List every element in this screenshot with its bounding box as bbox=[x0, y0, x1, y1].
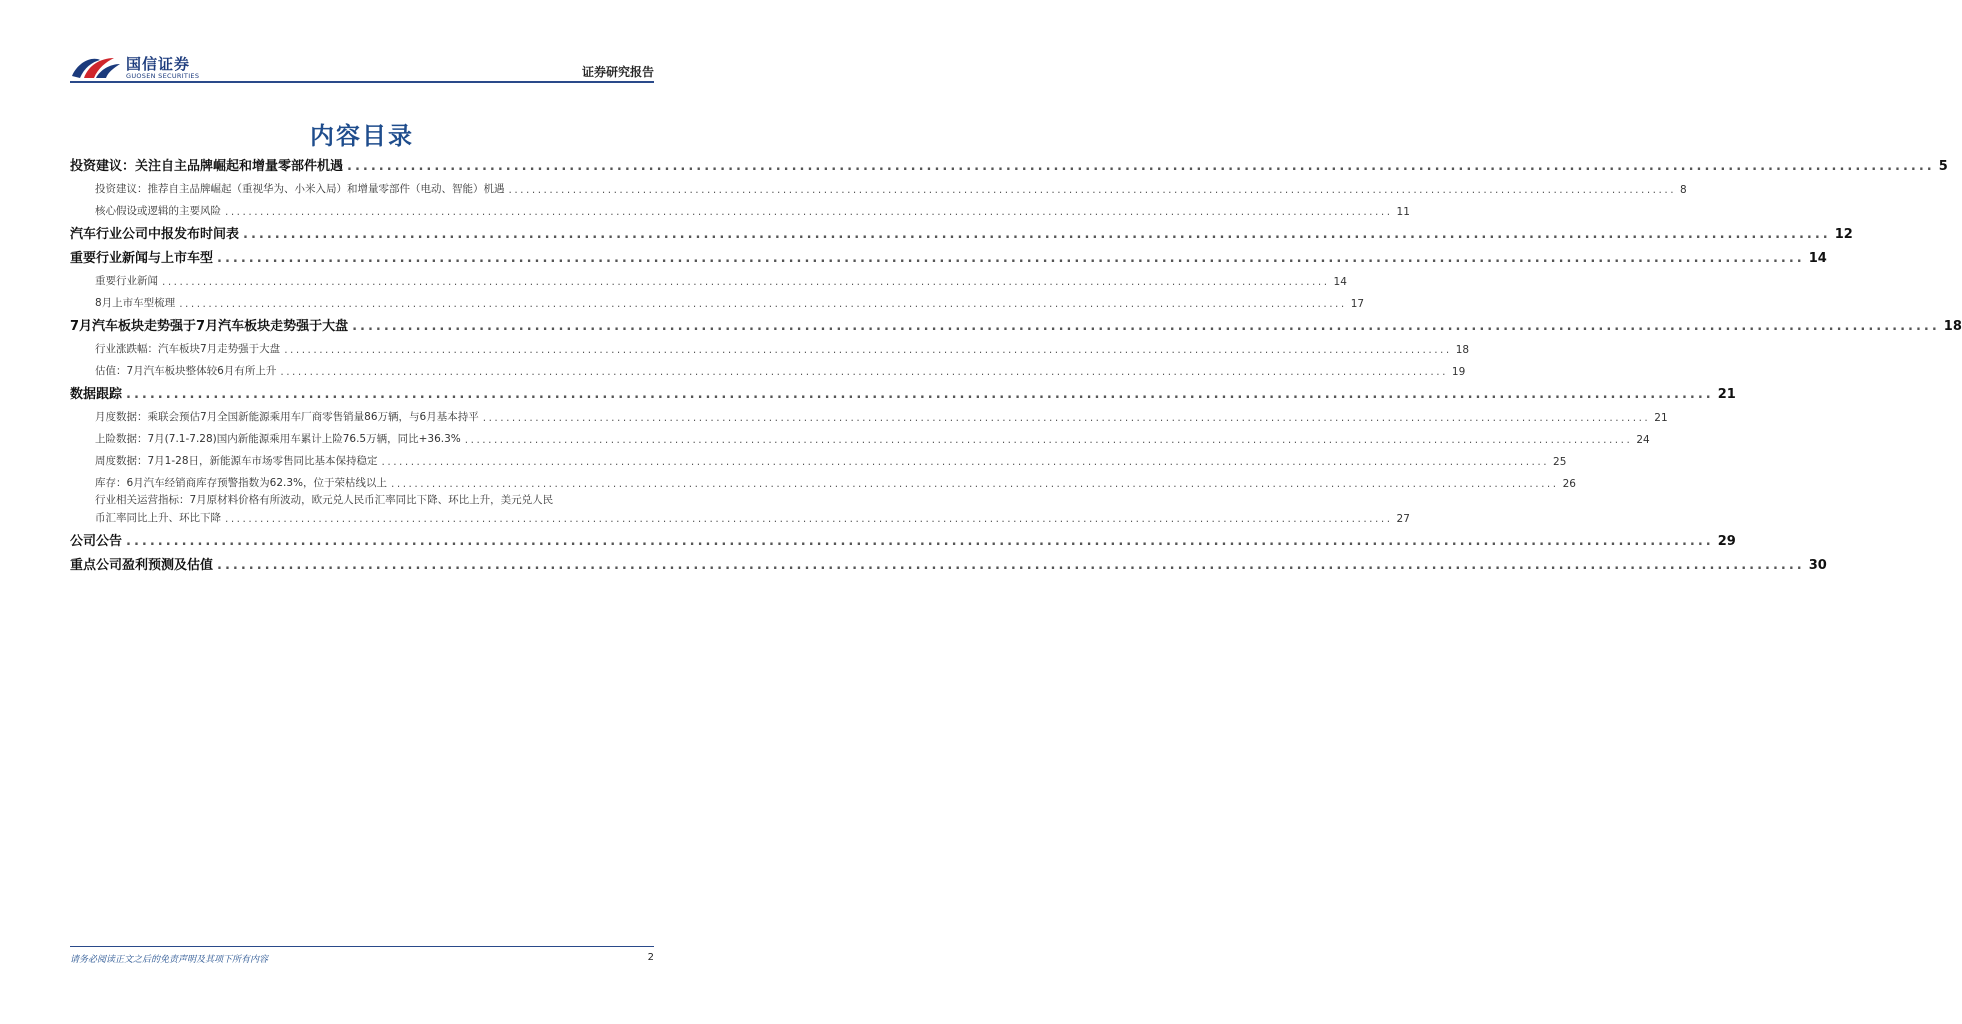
toc-section-entry[interactable] bbox=[70, 310, 1962, 334]
toc-entry-title: 8月上市车型梳理 bbox=[95, 297, 176, 309]
toc-leader-dots: ........................................................................................................................................................................................................ bbox=[381, 456, 1550, 468]
toc-entry-title: 重点公司盈利预测及估值 bbox=[70, 558, 214, 573]
toc-entry-title: 月度数据：乘联会预估7月全国新能源乘用车厂商零售销量86万辆，与6月基本持平 bbox=[95, 411, 479, 423]
toc-entry-title: 重要行业新闻 bbox=[95, 275, 158, 287]
logo-english-name: GUOSEN SECURITIES bbox=[126, 72, 200, 80]
toc-leader-dots: ........................................................................................................................................................................................................ bbox=[352, 319, 1940, 334]
toc-entry-title: 数据跟踪 bbox=[70, 387, 123, 402]
toc-subsection-entry[interactable] bbox=[70, 174, 1687, 196]
toc-subsection-entry[interactable] bbox=[70, 446, 1567, 468]
logo-chinese-name: 国信证券 bbox=[126, 55, 191, 73]
page-number: 2 bbox=[647, 952, 654, 963]
toc-leader-dots: ........................................................................................................................................................................................................ bbox=[508, 184, 1677, 196]
toc-entry-title: 周度数据：7月1-28日，新能源车市场零售同比基本保持稳定 bbox=[95, 455, 378, 467]
guosen-logo bbox=[70, 50, 210, 84]
page-header bbox=[70, 50, 654, 84]
toc-page-number: 8 bbox=[1680, 184, 1687, 196]
guosen-logo-mark-icon bbox=[70, 52, 122, 82]
toc-section-entry[interactable] bbox=[70, 218, 1853, 242]
footer-divider bbox=[70, 946, 654, 947]
toc-page-number: 12 bbox=[1834, 227, 1853, 242]
toc-leader-dots: ........................................................................................................................................................................................................ bbox=[280, 366, 1448, 378]
toc-subsection-entry[interactable] bbox=[70, 288, 1365, 310]
toc-entry-title: 7月汽车板块走势强于7月汽车板块走势强于大盘 bbox=[70, 319, 349, 334]
toc-section-entry[interactable] bbox=[70, 525, 1736, 549]
toc-subsection-entry[interactable] bbox=[70, 356, 1466, 378]
toc-leader-dots: ........................................................................................................................................................................................................ bbox=[391, 478, 1559, 490]
toc-title: 内容目录 bbox=[310, 122, 414, 150]
toc-page-number: 21 bbox=[1654, 412, 1668, 424]
toc-page-number: 14 bbox=[1808, 251, 1827, 266]
toc-entry-title: 估值：7月汽车板块整体较6月有所上升 bbox=[95, 365, 277, 377]
toc-entry-title: 重要行业新闻与上市车型 bbox=[70, 251, 214, 266]
toc-page-number: 17 bbox=[1350, 298, 1365, 310]
toc-entry-title: 汽车行业公司中报发布时间表 bbox=[70, 227, 240, 242]
toc-subsection-entry[interactable] bbox=[70, 424, 1650, 446]
toc-page-number: 18 bbox=[1943, 319, 1962, 334]
toc-leader-dots: ........................................................................................................................................................................................................ bbox=[217, 251, 1805, 266]
toc-page-number: 19 bbox=[1451, 366, 1466, 378]
toc-entry-title: 公司公告 bbox=[70, 534, 123, 549]
toc-page-number: 11 bbox=[1396, 206, 1410, 218]
toc-entry-title: 库存：6月汽车经销商库存预警指数为62.3%，位于荣枯线以上 bbox=[95, 477, 388, 489]
toc-leader-dots: ........................................................................................................................................................................................................ bbox=[464, 434, 1633, 446]
toc-entry-title: 投资建议：关注自主品牌崛起和增量零部件机遇 bbox=[70, 159, 344, 174]
toc-leader-dots: ........................................................................................................................................................................................................ bbox=[217, 558, 1805, 573]
toc-leader-dots: ........................................................................................................................................................................................................ bbox=[162, 276, 1330, 288]
toc-leader-dots: ........................................................................................................................................................................................................ bbox=[347, 159, 1935, 174]
toc-entry-title: 行业相关运营指标：7月原材料价格有所波动，欧元兑人民币汇率同比下降、环比上升，美元兑人民 bbox=[95, 494, 554, 506]
toc-page-number: 14 bbox=[1333, 276, 1347, 288]
table-of-contents bbox=[70, 150, 1962, 573]
toc-page-number: 25 bbox=[1553, 456, 1567, 468]
toc-leader-dots: ........................................................................................................................................................................................................ bbox=[179, 298, 1347, 310]
toc-page-number: 29 bbox=[1717, 534, 1736, 549]
toc-subsection-entry[interactable] bbox=[70, 402, 1668, 424]
toc-section-entry[interactable] bbox=[70, 242, 1827, 266]
toc-leader-dots: ........................................................................................................................................................................................................ bbox=[225, 513, 1393, 525]
toc-leader-dots: ........................................................................................................................................................................................................ bbox=[482, 412, 1651, 424]
toc-section-entry[interactable] bbox=[70, 549, 1827, 573]
toc-page-number: 5 bbox=[1938, 159, 1948, 174]
toc-entry-title: 行业涨跌幅：汽车板块7月走势强于大盘 bbox=[95, 343, 281, 355]
toc-subsection-entry[interactable] bbox=[70, 266, 1347, 288]
toc-section-entry[interactable] bbox=[70, 150, 1948, 174]
toc-entry-title-cont: 币汇率同比上升、环比下降 bbox=[95, 512, 221, 524]
toc-leader-dots: ........................................................................................................................................................................................................ bbox=[243, 227, 1831, 242]
toc-entry-title: 投资建议：推荐自主品牌崛起（重视华为、小米入局）和增量零部件（电动、智能）机遇 bbox=[95, 183, 505, 195]
toc-page-number: 21 bbox=[1717, 387, 1736, 402]
toc-entry-title: 核心假设或逻辑的主要风险 bbox=[95, 205, 221, 217]
toc-subsection-entry[interactable] bbox=[70, 468, 1576, 490]
toc-subsection-entry[interactable] bbox=[70, 196, 1410, 218]
toc-page-number: 18 bbox=[1455, 344, 1470, 356]
report-type-label: 证券研究报告 bbox=[581, 65, 654, 79]
toc-entry[interactable] bbox=[70, 490, 1410, 525]
toc-leader-dots: ........................................................................................................................................................................................................ bbox=[225, 206, 1393, 218]
toc-section-entry[interactable] bbox=[70, 378, 1736, 402]
toc-leader-dots: ........................................................................................................................................................................................................ bbox=[126, 534, 1714, 549]
toc-page-number: 30 bbox=[1808, 558, 1827, 573]
toc-leader-dots: ........................................................................................................................................................................................................ bbox=[284, 344, 1452, 356]
toc-subsection-entry[interactable] bbox=[70, 334, 1470, 356]
toc-leader-dots: ........................................................................................................................................................................................................ bbox=[126, 387, 1714, 402]
toc-page-number: 24 bbox=[1636, 434, 1650, 446]
toc-page-number: 27 bbox=[1396, 513, 1410, 525]
footer-disclaimer: 请务必阅读正文之后的免责声明及其项下所有内容 bbox=[70, 955, 269, 965]
toc-page-number: 26 bbox=[1562, 478, 1576, 490]
header-divider bbox=[70, 81, 654, 83]
toc-entry-title: 上险数据：7月(7.1-7.28)国内新能源乘用车累计上险76.5万辆，同比+36.3% bbox=[95, 433, 461, 445]
